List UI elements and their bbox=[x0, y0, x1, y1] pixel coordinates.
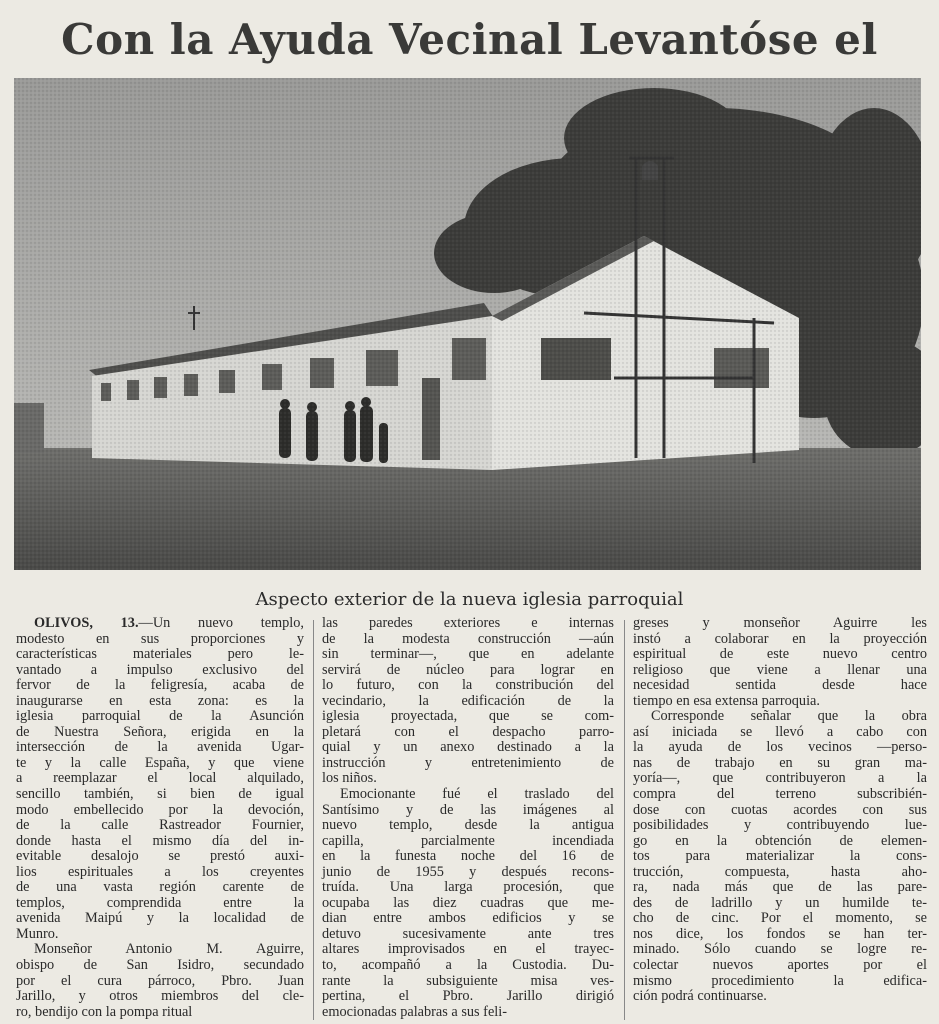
article-line: de la calle Rastreador Fournier, bbox=[16, 817, 304, 834]
article-column-1 bbox=[16, 616, 304, 1020]
article-line: ro, bendijo con la pompa ritual bbox=[16, 1003, 193, 1020]
article-line: de la modesta construcción —aún bbox=[322, 630, 614, 647]
dateline: OLIVOS, 13. bbox=[34, 615, 139, 631]
article-column-2 bbox=[322, 616, 614, 1020]
article-line: por el cura párroco, Pbro. Juan bbox=[16, 972, 304, 989]
article-line: vantado a impulso exclusivo del bbox=[16, 661, 304, 678]
article-line: tiempo en esa extensa parroquia. bbox=[633, 692, 820, 709]
article-line: Corresponde señalar que la obra bbox=[651, 708, 927, 725]
article-line: pletará con el despacho parro- bbox=[322, 723, 614, 740]
article-line: junio de 1955 y después recons- bbox=[322, 863, 614, 880]
article-line: tos para materializar la cons- bbox=[633, 848, 927, 865]
article-line: las paredes exteriores e internas bbox=[322, 615, 614, 631]
article-line: go en la obtención de elemen- bbox=[633, 832, 927, 849]
article-line: greses y monseñor Aguirre les bbox=[633, 615, 927, 631]
article-line: des de ladrillo y un humilde te- bbox=[633, 894, 927, 911]
article-line: nas de trabajo en su gran ma- bbox=[633, 754, 927, 771]
article-line: iglesia parroquial de la Asunción bbox=[16, 708, 304, 725]
article-line: sin terminar—, que en adelante bbox=[322, 646, 614, 663]
article-line: quial y un anexo destinado a la bbox=[322, 739, 614, 756]
article-line: evitable desalojo se prestó auxi- bbox=[16, 848, 304, 865]
headline: Con la Ayuda Vecinal Levantóse el bbox=[61, 15, 878, 64]
article-line: lios espirituales a los creyentes bbox=[16, 863, 304, 880]
article-line: servirá de núcleo para lograr en bbox=[322, 661, 614, 678]
article-line: instó a colaborar en la proyección bbox=[633, 630, 927, 647]
article-line: así iniciada se llevó a cabo con bbox=[633, 723, 927, 740]
article-line: posibilidades y contribuyendo lue- bbox=[633, 817, 927, 834]
article-line: los niños. bbox=[322, 770, 377, 787]
article-line: fervor de la feligresía, acaba de bbox=[16, 677, 304, 694]
article-line: trucción, compuesta, hasta aho- bbox=[633, 863, 927, 880]
article-line bbox=[16, 616, 304, 632]
article-line: Santísimo y de las imágenes al bbox=[322, 801, 614, 818]
article-line: instrucción y entretenimiento de bbox=[322, 754, 614, 771]
article-line: vecindario, la edificación de la bbox=[322, 692, 614, 709]
article-line: donde hasta el mismo día del in- bbox=[16, 832, 304, 849]
article-line: minado. Sólo cuando se logre re- bbox=[633, 941, 927, 958]
article-line: te y la calle España, y que viene bbox=[16, 754, 304, 771]
article-line: a reemplazar el local alquilado, bbox=[16, 770, 304, 787]
column-divider bbox=[313, 620, 314, 1020]
article-line: iglesia proyectada, que se com- bbox=[322, 708, 614, 725]
church-photograph bbox=[14, 78, 921, 570]
article-line: templos, comprendida entre la bbox=[16, 894, 304, 911]
article-line: Emocionante fué el traslado del bbox=[340, 786, 614, 803]
article-line: altares improvisados en el trayec- bbox=[322, 941, 614, 958]
article-line: la ayuda de los vecinos —perso- bbox=[633, 739, 927, 756]
article-line: Monseñor Antonio M. Aguirre, bbox=[34, 941, 304, 958]
article-line: de una vasta región carente de bbox=[16, 879, 304, 896]
article-line: ra, nada más que de las pare- bbox=[633, 879, 927, 896]
article-line: sencillo también, si bien de igual bbox=[16, 786, 304, 803]
column-divider bbox=[624, 620, 625, 1020]
article-line: espiritual de este nuevo centro bbox=[633, 646, 927, 663]
article-line: modo embellecido por la devoción, bbox=[16, 801, 304, 818]
article-line: truída. Una larga procesión, que bbox=[322, 879, 614, 896]
article-line: mismo procedimiento la edifica- bbox=[633, 972, 927, 989]
article-column-3 bbox=[633, 616, 927, 1005]
article-line: intersección de la avenida Ugar- bbox=[16, 739, 304, 756]
article-line: obispo de San Isidro, secundado bbox=[16, 957, 304, 974]
article-line: yoría—, que contribuyeron a la bbox=[633, 770, 927, 787]
article-line: capilla, parcialmente incendiada bbox=[322, 832, 614, 849]
article-line: dian entre ambos edificios y se bbox=[322, 910, 614, 927]
article-line: lo futuro, con la constribución del bbox=[322, 677, 614, 694]
article-line: ción podrá continuarse. bbox=[633, 988, 767, 1005]
article-line: características materiales pero le- bbox=[16, 646, 304, 663]
article-line: inaugurarse en esta zona: es la bbox=[16, 692, 304, 709]
article-line: nuevo templo, desde la antigua bbox=[322, 817, 614, 834]
article-line: Jarillo, y otros miembros del cle- bbox=[16, 988, 304, 1005]
article-line: religioso que viene a llenar una bbox=[633, 661, 927, 678]
article-line: modesto en sus proporciones y bbox=[16, 630, 304, 647]
article-line: detuvo sucesivamente ante tres bbox=[322, 925, 614, 942]
article-line: emocionadas palabras a sus feli- bbox=[322, 1003, 507, 1020]
article-line: Munro. bbox=[16, 925, 59, 942]
article-line: en la funesta noche del 16 de bbox=[322, 848, 614, 865]
article-line: necesidad sentida desde hace bbox=[633, 677, 927, 694]
article-line: rante la subsiguiente misa ves- bbox=[322, 972, 614, 989]
article-line: de Nuestra Señora, erigida en la bbox=[16, 723, 304, 740]
article-line: nos dice, los fondos se han ter- bbox=[633, 925, 927, 942]
article-line: avenida Maipú y la localidad de bbox=[16, 910, 304, 927]
article-line: to, acompañó a la Custodia. Du- bbox=[322, 957, 614, 974]
article-line-text: —Un nuevo templo, bbox=[138, 615, 305, 631]
article-line: colectar nuevos aportes por el bbox=[633, 957, 927, 974]
article-line: dose con cuotas acordes con sus bbox=[633, 801, 927, 818]
article-line: ocupaba las diez cuadras que me- bbox=[322, 894, 614, 911]
article-line: cho de cinc. Por el momento, se bbox=[633, 910, 927, 927]
photo-caption: Aspecto exterior de la nueva iglesia parroquial bbox=[255, 589, 684, 610]
article-line: pertina, el Pbro. Jarillo dirigió bbox=[322, 988, 614, 1005]
article-line: compra del terreno subscribién- bbox=[633, 786, 927, 803]
